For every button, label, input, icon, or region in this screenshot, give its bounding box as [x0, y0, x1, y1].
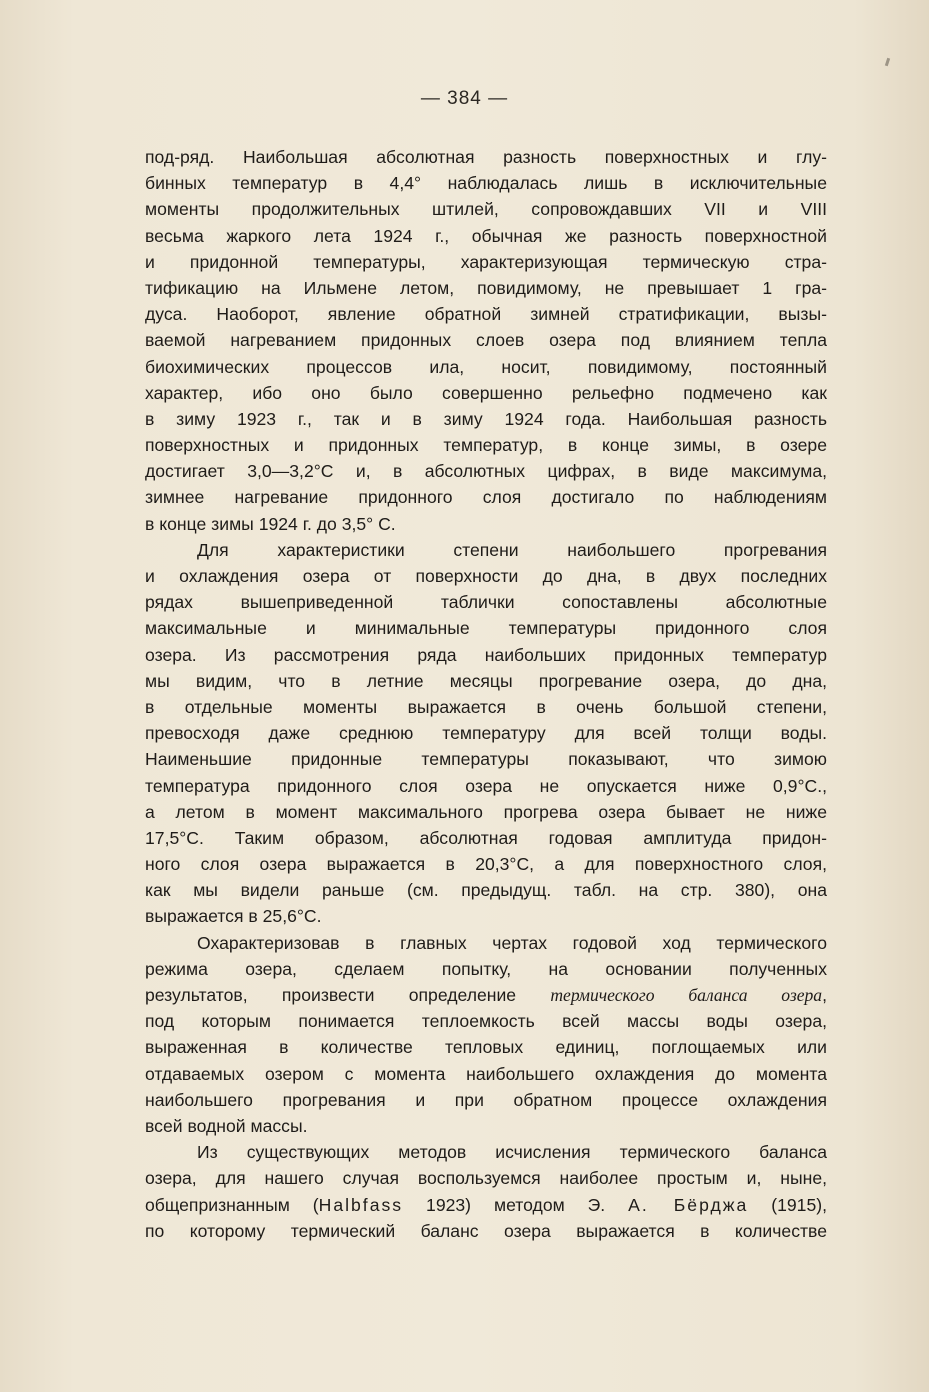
text-fragment: 1923) методом Э. [403, 1194, 629, 1215]
text-line: весьма жаркого лета 1924 г., обычная же разность поверхностной [145, 225, 827, 246]
text-line: ного слоя озера выражается в 20,3°С, а для поверхностного слоя, [145, 854, 827, 875]
paragraph-3 [145, 930, 827, 1140]
text-line: мы видим, что в летние месяцы прогревание озера, до дна, [145, 670, 827, 691]
text-fragment: общепризнанным ( [145, 1194, 319, 1215]
text-line: Из существующих методов исчисления термического баланса [197, 1142, 827, 1163]
text-line: характер, ибо оно было совершенно рельефно подмечено как [145, 382, 827, 403]
text-line [145, 982, 827, 1008]
text-fragment: (1915), [748, 1194, 827, 1215]
cited-author: А. Бёрджа [628, 1194, 749, 1215]
text-line: выраженная в количестве тепловых единиц, поглощаемых или [145, 1037, 827, 1058]
text-line: превосходя даже среднюю температуру для всей толщи воды. [145, 723, 827, 744]
text-line: достигает 3,0—3,2°С и, в абсолютных цифрах, в виде максимума, [145, 461, 827, 482]
text-line: температура придонного слоя озера не опускается ниже 0,9°С., [145, 775, 827, 796]
text-line: Наименьшие придонные температуры показывают, что зимою [145, 749, 827, 770]
text-line: и охлаждения озера от поверхности до дна, в двух последних [145, 566, 827, 586]
text-line: Для характеристики степени наибольшего прогревания [197, 539, 827, 560]
text-line: Охарактеризовав в главных чертах годовой ход термического [197, 932, 827, 953]
text-line: под которым понимается теплоемкость всей массы воды озера, [145, 1011, 827, 1032]
text-line: по которому термический баланс озера выражается в количестве [145, 1220, 827, 1241]
text-line: как мы видели раньше (см. предыдущ. табл. на стр. 380), она [145, 880, 827, 901]
text-line: поверхностных и придонных температур, в конце зимы, в озере [145, 435, 827, 456]
text-line: озера. Из рассмотрения ряда наибольших придонных температур [145, 644, 827, 665]
cited-author: Halbfass [318, 1194, 404, 1215]
text-line: в отдельные моменты выражается в очень большой степени, [145, 696, 827, 717]
paragraph-2 [145, 537, 827, 930]
text-line: наибольшего прогревания и при обратном процессе охлаждения [145, 1089, 827, 1110]
text-line: под-ряд. Наибольшая абсолютная разность поверхностных и глу- [145, 147, 827, 167]
text-line: ваемой нагреванием придонных слоев озера под влиянием тепла [145, 330, 827, 351]
text-line: а летом в момент максимального прогрева озера бывает не ниже [145, 801, 827, 822]
text-line: выражается в 25,6°С. [145, 906, 322, 927]
emphasized-term: термического баланса озера [550, 985, 823, 1005]
text-line: биохимических процессов ила, носит, повидимому, постоянный [145, 356, 827, 377]
text-line: моменты продолжительных штилей, сопровождавших VII и VIII [145, 199, 827, 220]
text-line: режима озера, сделаем попытку, на основании полученных [145, 958, 827, 979]
text-line: тификацию на Ильмене летом, повидимому, не превышает 1 гра- [145, 277, 827, 298]
text-line: всей водной массы. [145, 1115, 308, 1136]
text-line: зимнее нагревание придонного слоя достигало по наблюдениям [145, 487, 827, 508]
text-line: рядах вышеприведенной таблички сопоставлены абсолютные [145, 592, 827, 613]
text-line: в зиму 1923 г., так и в зиму 1924 года. Наибольшая разность [145, 408, 827, 429]
text-line [145, 1192, 827, 1218]
text-fragment: результатов, произвести определение [145, 985, 551, 1005]
body-text [145, 144, 827, 1244]
text-line: озера, для нашего случая воспользуемся наиболее простым и, ныне, [145, 1168, 827, 1189]
text-line: в конце зимы 1924 г. до 3,5° С. [145, 513, 396, 534]
text-line: максимальные и минимальные температуры придонного слоя [145, 618, 827, 639]
page-number: — 384 — [420, 88, 509, 109]
text-line: 17,5°С. Таким образом, абсолютная годовая амплитуда придон- [145, 827, 827, 848]
page-edge-mark [885, 58, 890, 67]
text-line: бинных температур в 4,4° наблюдалась лишь в исключительные [145, 173, 827, 194]
text-line: и придонной температуры, характеризующая термическую стра- [145, 251, 827, 272]
text-line: отдаваемых озером с момента наибольшего охлаждения до момента [145, 1063, 827, 1084]
text-line: дуса. Наоборот, явление обратной зимней стратификации, вызы- [145, 304, 827, 325]
paragraph-1 [145, 144, 827, 537]
text-fragment: , [822, 985, 827, 1005]
paragraph-4 [145, 1139, 827, 1244]
